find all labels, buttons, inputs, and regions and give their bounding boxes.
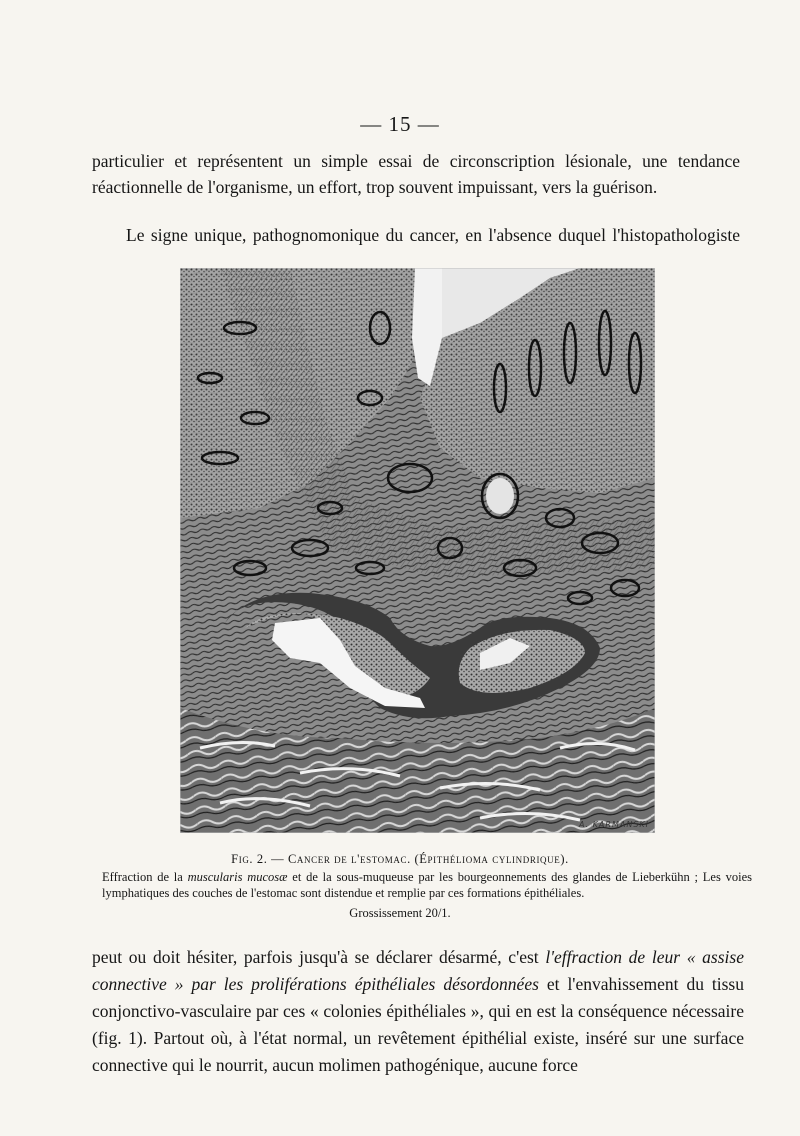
bottom-paragraph-emphasis: l'effraction de leur « assise connective » par les proliférations épithéliales désordonnées	[92, 947, 744, 994]
caption-italic-term: muscularis mucosæ	[187, 870, 288, 884]
histology-illustration	[180, 268, 655, 833]
top-paragraph: particulier et représentent un simple essai de circonscription lésionale, une tendance réactionnelle de l'organisme, un effort, trop souvent impuissant, vers la guérison.	[92, 151, 740, 197]
figure-caption-title: Fig. 2. — Cancer de l'estomac. (Épithélioma cylindrique).	[231, 852, 569, 866]
caption-text: Effraction de la	[102, 870, 188, 884]
magnification-note: Grossissement 20/1.	[349, 906, 451, 920]
bottom-paragraph-start: peut ou doit hésiter, parfois jusqu'à se déclarer désarmé, c'est	[92, 947, 546, 967]
page-number: — 15 —	[360, 112, 440, 136]
second-paragraph: Le signe unique, pathognomonique du cancer, en l'absence duquel l'histopathologiste	[126, 225, 740, 245]
bottom-paragraph-end: et l'envahissement du tissu conjonctivo-vasculaire par ces « colonies épithéliales », qui en est la conséquence nécessaire (fig. 1). Partout où, à l'état normal, un revêtement épithélial existe, inséré sur une surface connective qui le nourrit, aucun molimen pathogénique, aucune force	[92, 974, 744, 1075]
illustrator-signature: A. KARMANSKI	[578, 820, 649, 829]
bottom-paragraph	[92, 944, 744, 1079]
histology-figure	[180, 268, 655, 833]
caption-text-continued: et de la sous-muqueuse par les bourgeonnements des glandes de Lieberkühn ; Les voies lymphatiques des couches de l'estomac sont distendue et remplie par ces formations épithéliales.	[102, 870, 752, 900]
figure-caption-body	[102, 869, 752, 901]
